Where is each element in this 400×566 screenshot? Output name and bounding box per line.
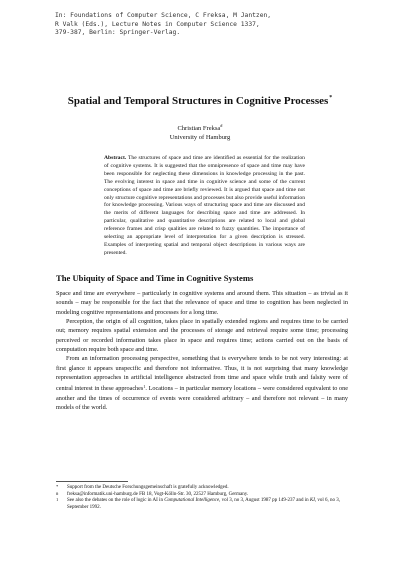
paper-title bbox=[0, 95, 400, 107]
author-footnote-mark: # bbox=[220, 123, 223, 128]
paragraph-3-part-2: . Locations – in particular memory locations – were considered equivalent to one another and the times of occurrence of events were considered arbitrary – and therefore not relevant – in many models of the world. bbox=[56, 385, 348, 412]
paragraph-3 bbox=[56, 354, 348, 412]
publication-note-line-3: 379-387, Berlin: Springer-Verlag. bbox=[55, 29, 181, 37]
footnote-text-part-3: , vol 6, no 3, September 1992. bbox=[67, 498, 341, 511]
footnote-divider bbox=[56, 481, 128, 482]
author-name: Christian Freksa bbox=[177, 125, 221, 132]
paragraph-3-part-1: From an information processing perspective, something that is everywhere tends to be not very interesting: at first glance it appears unspecific and therefore not informative. Thus, it is not surprising that many knowledge representation approaches in artificial intelligence abstracted from time and space while truth and falsity were of central interest in these approaches bbox=[56, 355, 348, 393]
paper-title-text: Spatial and Temporal Structures in Cognitive Processes bbox=[67, 95, 329, 107]
footnote-author-contact bbox=[56, 492, 348, 499]
abstract-label: Abstract. bbox=[104, 155, 127, 161]
footnote-text: Support from the Deutsche Forschungsgemeinschaft is gratefully acknowledged. bbox=[67, 485, 229, 490]
footnote-text: freksa@informatik.uni-hamburg.de FB 18, Vogt-Kölln-Str. 30, 22527 Hamburg, Germany. bbox=[67, 491, 249, 497]
abstract bbox=[104, 155, 305, 258]
publication-note-line-2: R Valk (Eds.), Lecture Notes in Computer Science 1337, bbox=[55, 20, 260, 28]
footnote-ref-1: 1 bbox=[143, 384, 146, 390]
journal-name-ki: KI bbox=[309, 498, 315, 504]
footnote-support bbox=[56, 485, 348, 492]
abstract-text: The structures of space and time are identified as essential for the realization of cognitive systems. It is suggested that the omnipresence of space and time may have been responsible for neglecting these dimensions in knowledge processing in the past. The evolving interest in space and time in cognitive science and some of the current conceptions of space and time are briefly reviewed. It is argued that space and time not only structure cognitive representations and processes but also provide useful information for knowledge processing. Various ways of structuring space and time are discussed and the merits of different languages for describing space and time are addressed. In particular, qualitative and quantitative descriptions are related to local and global reference frames and crisp qualities are related to fuzzy quantities. The importance of selecting an appropriate level of interpretation for a given description is stressed. Examples of interpreting spatial and temporal object descriptions in various ways are presented. bbox=[104, 155, 306, 256]
footnote-mark: # bbox=[56, 490, 59, 496]
affiliation: University of Hamburg bbox=[169, 134, 231, 141]
footnotes bbox=[56, 485, 348, 512]
author bbox=[0, 123, 400, 132]
footnote-text-part-2: , vol 3, no 3, August 1987 pp 149-237 and in bbox=[219, 498, 310, 504]
footnote-mark: 1 bbox=[56, 497, 59, 503]
section-heading: The Ubiquity of Space and Time in Cognitive Systems bbox=[56, 273, 254, 283]
footnote-logic-debate bbox=[56, 498, 348, 511]
section-body bbox=[56, 289, 348, 412]
paragraph-2: Perception, the origin of all cognition, takes place in spatially extended regions and requires time to be carried out; memory requires spatial extension and the processes of storage and retrieval require some time; processing perceived or recorded information takes place in space and requires time; actions carried out on the basis of computation require both space and time. bbox=[56, 318, 348, 354]
paragraph-1: Space and time are everywhere – particularly in cognitive systems and around them. This situation – as trivial as it sounds – may be responsible for the fact that the relevance of space and time to cognition has been neglected in modeling cognitive representations and processes for a long time. bbox=[56, 290, 348, 316]
journal-name: Computational Intelligence bbox=[164, 498, 220, 504]
footnote-text-part-1: See also the debates on the role of logic in AI in bbox=[67, 498, 165, 504]
title-footnote-mark: * bbox=[329, 95, 333, 101]
publication-note-line-1: In: Foundations of Computer Science, C Freksa, M Jantzen, bbox=[55, 12, 272, 19]
publication-note bbox=[55, 12, 355, 38]
footnote-mark: * bbox=[56, 484, 59, 489]
